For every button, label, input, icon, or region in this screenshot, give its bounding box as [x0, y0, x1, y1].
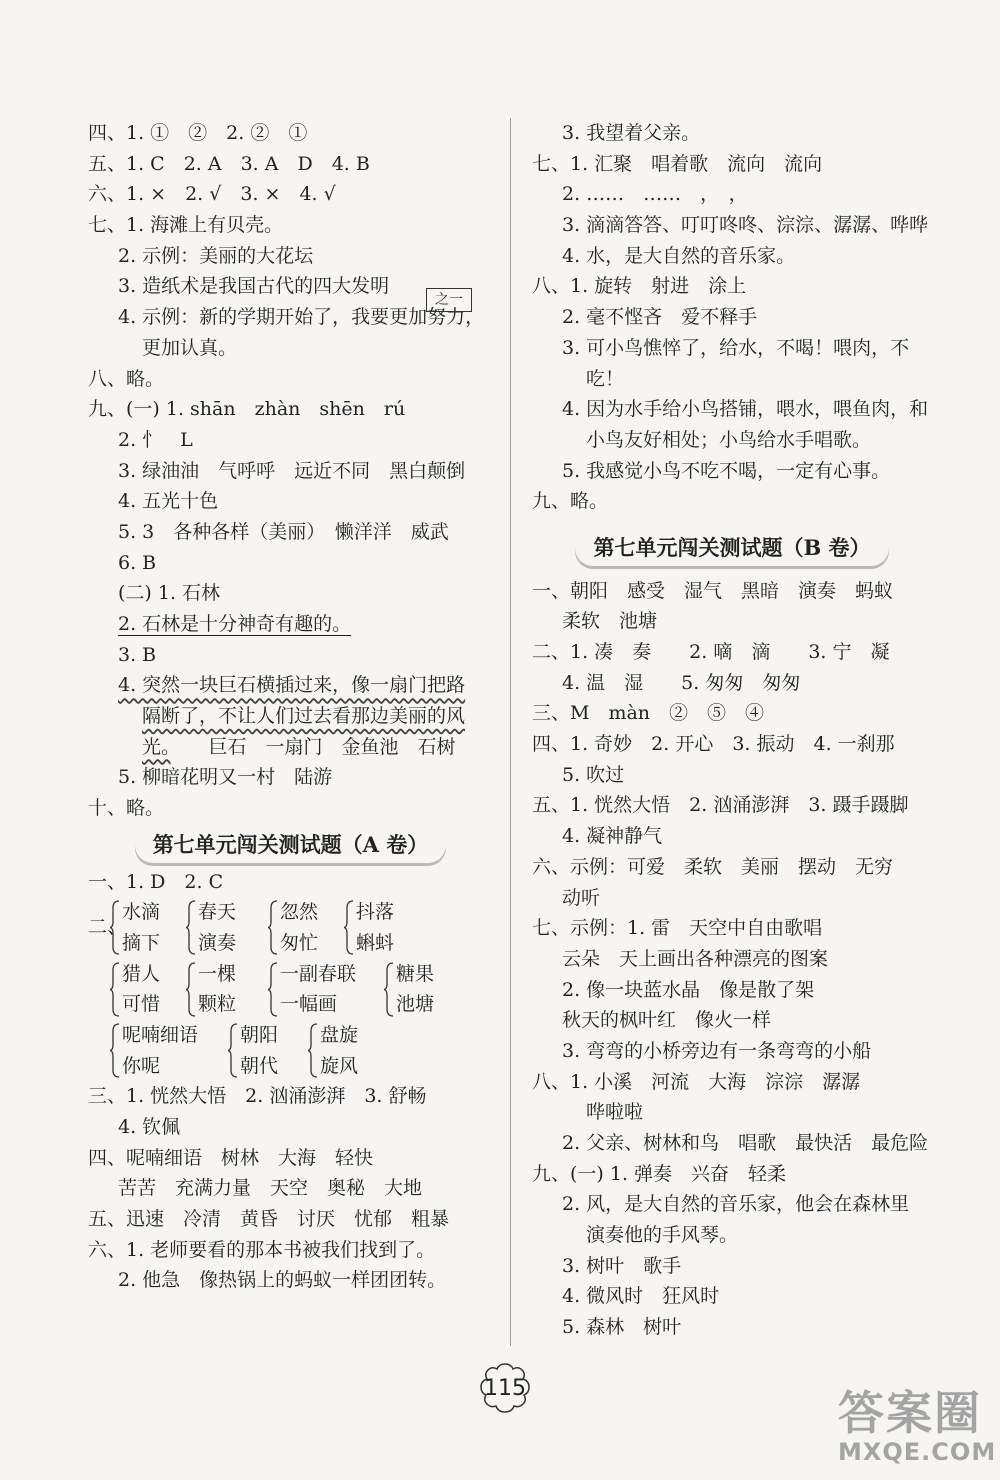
answer-line: 2. 父亲、树林和鸟 唱歌 最快活 最危险 — [562, 1132, 929, 1154]
answer-line: 2. 示例：美丽的大花坛 — [118, 244, 314, 267]
answer-line: 2. 忄 L — [118, 428, 193, 451]
brace-icon — [308, 1023, 318, 1078]
answer-line: 4. 凝神静气 — [562, 825, 663, 848]
watermark-logo: 答案圈 — [838, 1386, 982, 1440]
brace-icon — [186, 900, 196, 955]
section-heading-a: 第七单元闯关测试题（A 卷） — [88, 830, 493, 861]
answer-line: 七、示例：1. 雷 天空中自由歌唱 — [532, 917, 823, 940]
answer-line: 演奏他的手风琴。 — [586, 1224, 739, 1247]
brace-icon — [110, 962, 120, 1017]
brace-icon — [268, 962, 278, 1017]
answer-line: 3. 滴滴答答、叮叮咚咚、淙淙、潺潺、哗哗 — [562, 214, 929, 237]
answer-line: 巨石 一扇门 金鱼池 石树 — [208, 735, 456, 758]
answer-line: 十、略。 — [88, 797, 165, 820]
answer-line: 2. …… …… ， ， — [562, 183, 748, 206]
answer-line: 5. 我感觉小鸟不吃不喝，一定有心事。 — [562, 459, 891, 482]
brace-icon — [110, 900, 120, 955]
answer-line: 八、略。 — [88, 367, 165, 390]
answer-line: 七、1. 海滩上有贝壳。 — [88, 214, 284, 237]
answer-line: 秋天的枫叶红 像火一样 — [562, 1009, 772, 1032]
answer-line: 六、示例：可爱 柔软 美丽 摆动 无穷 — [532, 855, 894, 878]
site-watermark — [838, 1386, 997, 1474]
answer-line: 2. 风，是大自然的音乐家，他会在森林里 — [562, 1193, 910, 1216]
answer-line: 4. 水，是大自然的音乐家。 — [562, 244, 796, 267]
answer-line: 四、呢喃细语 树林 大海 轻快 — [88, 1146, 374, 1169]
right-column — [532, 118, 932, 1343]
answer-line: 五、1. 恍然大悟 2. 汹涌澎湃 3. 蹑手蹑脚 — [532, 794, 909, 817]
answer-line: 三、1. 恍然大悟 2. 汹涌澎湃 3. 舒畅 — [88, 1085, 427, 1108]
answer-line: 六、1. 老师要看的那本书被我们找到了。 — [88, 1238, 436, 1261]
answer-line: 3. 弯弯的小桥旁边有一条弯弯的小船 — [562, 1039, 872, 1062]
answer-line: 八、1. 旋转 射进 涂上 — [532, 275, 747, 298]
answer-line: 五、迅速 冷清 黄昏 讨厌 忧郁 粗暴 — [88, 1208, 450, 1231]
answer-line: 吃！ — [586, 367, 625, 390]
answer-line: 6. B — [118, 551, 157, 574]
answer-line: 5. 森林 树叶 — [562, 1316, 682, 1339]
page-number: 115 — [476, 1360, 534, 1418]
answer-line: 3. 绿油油 气呼呼 远近不同 黑白颠倒 — [118, 459, 466, 482]
wavy-underlined-answer: 4. 突然一块巨石横插过来，像一扇门把路 — [118, 674, 466, 697]
answer-line: 六、1. × 2. √ 3. × 4. √ — [88, 183, 336, 206]
answer-line: 2. 他急 像热锅上的蚂蚁一样团团转。 — [118, 1269, 447, 1292]
answer-line: 二、1. 凑 奏 2. 嘀 滴 3. 宁 凝 — [532, 641, 890, 663]
answer-line: 3. 我望着父亲。 — [562, 122, 701, 144]
correction-stamp: 之一 — [426, 288, 472, 312]
answer-line: 九、(一) 1. shān zhàn shēn rú — [88, 398, 406, 421]
answer-line: 七、1. 汇聚 唱着歌 流向 流向 — [532, 152, 823, 175]
brace-icon — [186, 962, 196, 1017]
answer-line: 5. 吹过 — [562, 763, 625, 786]
brace-icon — [384, 962, 394, 1017]
answer-line: 哗啦啦 — [586, 1101, 644, 1124]
answer-line: 4. 温 湿 5. 匆匆 匆匆 — [562, 671, 801, 694]
answer-line: 4. 因为水手给小鸟搭铺，喂水，喂鱼肉，和 — [562, 398, 929, 421]
answer-line: 3. B — [118, 643, 157, 666]
answer-line: 5. 柳暗花明又一村 陆游 — [118, 766, 333, 789]
answer-line: 3. 树叶 歌手 — [562, 1254, 682, 1277]
answer-line: 更加认真。 — [142, 336, 238, 359]
answer-line: 4. 示例：新的学期开始了，我要更加努力， — [118, 306, 485, 329]
answer-line: (二) 1. 石林 — [118, 582, 221, 605]
answer-line: 4. 钦佩 — [118, 1116, 181, 1139]
wavy-underlined-answer: 隔断了，不让人们过去看那边美丽的风 — [142, 705, 466, 728]
answer-line: 一、朝阳 感受 湿气 黑暗 演奏 蚂蚁 — [532, 579, 894, 602]
answer-line: 小鸟友好相处；小鸟给水手唱歌。 — [586, 428, 872, 451]
underlined-answer: 2. 石林是十分神奇有趣的。 — [118, 613, 352, 635]
brace-icon — [344, 900, 354, 955]
brace-icon — [228, 1023, 238, 1078]
answer-line: 四、1. ① ② 2. ② ① — [88, 122, 308, 144]
answer-line: 三、M màn ② ⑤ ④ — [532, 702, 765, 725]
watermark-url: MXQE.COM — [838, 1438, 997, 1466]
answer-line: 五、1. C 2. A 3. A D 4. B — [88, 152, 370, 175]
answer-line: 苦苦 充满力量 天空 奥秘 大地 — [118, 1177, 423, 1200]
question-label: 二、 — [88, 916, 127, 939]
answer-line: 动听 — [562, 886, 601, 909]
answer-line: 5. 3 各种各样（美丽） 懒洋洋 威武 — [118, 520, 449, 543]
brace-group-1: 二、 水滴 摘下 春天 演奏 忽然 匆忙 抖落 蝌蚪 — [88, 901, 395, 954]
brace-group-2: 猎人 可惜 一棵 颗粒 一副春联 一幅画 糖果 池塘 — [88, 959, 493, 1020]
answer-line: 2. 像一块蓝水晶 像是散了架 — [562, 978, 815, 1001]
answer-line: 4. 五光十色 — [118, 490, 219, 513]
answer-line: 3. 造纸术是我国古代的四大发明 — [118, 275, 390, 298]
section-heading-b: 第七单元闯关测试题（B 卷） — [532, 533, 932, 564]
answer-line: 3. 可小鸟憔悴了，给水，不喝！喂肉，不 — [562, 336, 910, 359]
brace-icon — [268, 900, 278, 955]
answer-line: 2. 毫不悭吝 爱不释手 — [562, 306, 758, 329]
brace-group-3: 呢喃细语 你呢 朝阳 朝代 盘旋 旋风 — [88, 1020, 493, 1081]
wavy-underlined-answer: 光。 — [142, 735, 171, 758]
answer-line: 九、略。 — [532, 490, 609, 513]
brace-icon — [110, 1023, 120, 1078]
answer-line: 九、(一) 1. 弹奏 兴奋 轻柔 — [532, 1162, 787, 1185]
answer-line: 云朵 天上画出各种漂亮的图案 — [562, 947, 829, 970]
answer-line: 四、1. 奇妙 2. 开心 3. 振动 4. 一刹那 — [532, 733, 895, 756]
column-divider — [510, 118, 511, 1346]
answer-line: 4. 微风时 狂风时 — [562, 1285, 720, 1308]
answer-line: 一、1. D 2. C — [88, 870, 224, 893]
answer-line: 柔软 池塘 — [562, 610, 658, 633]
answer-line: 八、1. 小溪 河流 大海 淙淙 潺潺 — [532, 1070, 861, 1093]
